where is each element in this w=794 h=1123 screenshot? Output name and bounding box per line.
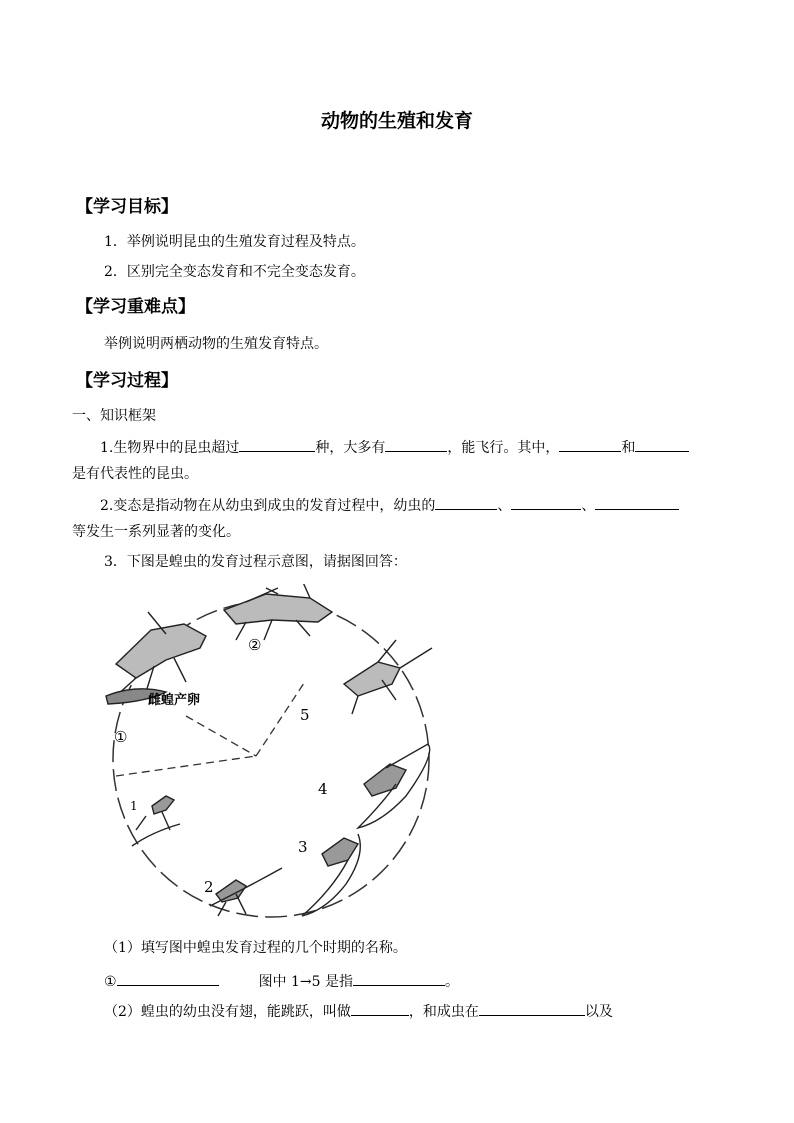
label-number-1: 1 bbox=[130, 799, 138, 813]
q3-circle-1: ① bbox=[104, 974, 117, 990]
nymph-stage-1-drawing bbox=[132, 796, 180, 846]
nymph-stage-4-drawing bbox=[358, 744, 430, 828]
label-number-2: 2 bbox=[204, 878, 214, 896]
q1-line1 bbox=[100, 436, 689, 458]
heading-process: 【学习过程】 bbox=[76, 371, 178, 391]
heading-goals: 【学习目标】 bbox=[76, 197, 178, 217]
framework-title: 一、知识框架 bbox=[72, 408, 156, 424]
q1-blank-3[interactable] bbox=[559, 436, 621, 452]
q3-intro: 3．下图是蝗虫的发育过程示意图，请据图回答： bbox=[104, 554, 407, 570]
label-number-5: 5 bbox=[300, 706, 310, 724]
goal-item-1: 1．举例说明昆虫的生殖发育过程及特点。 bbox=[104, 234, 365, 250]
label-number-3: 3 bbox=[298, 838, 308, 856]
cycle-line-mid bbox=[186, 716, 256, 756]
cycle-line-right bbox=[256, 680, 306, 756]
q3-blank-range[interactable] bbox=[353, 970, 445, 986]
q2-text-a: 2.变态是指动物在从幼虫到成虫的发育过程中，幼虫的 bbox=[100, 498, 436, 514]
q3-sub2-b: ，和成虫在 bbox=[408, 1004, 479, 1020]
q1-text-d: 和 bbox=[621, 440, 636, 456]
q1-blank-4[interactable] bbox=[635, 436, 689, 452]
q3-sub2-a: （2）蝗虫的幼虫没有翅，能跳跃，叫做 bbox=[104, 1004, 351, 1020]
q1-line2: 是有代表性的昆虫。 bbox=[72, 466, 198, 482]
q3-sub2 bbox=[104, 1000, 613, 1022]
q3-sub2-c: 以及 bbox=[584, 1004, 613, 1020]
q3-sub1-mid: 图中 1→5 是指 bbox=[258, 974, 354, 990]
label-number-4: 4 bbox=[318, 780, 328, 798]
q3-sub1: （1）填写图中蝗虫发育过程的几个时期的名称。 bbox=[104, 940, 407, 956]
q3-sub1-answer-line bbox=[104, 970, 459, 992]
adult-laying-eggs-drawing bbox=[106, 612, 206, 704]
q1-text-a: 1.生物界中的昆虫超过 bbox=[100, 440, 240, 456]
label-female-laying: 雌蝗产卵 bbox=[148, 693, 201, 708]
q3-blank-similarity[interactable] bbox=[479, 1000, 585, 1016]
q1-blank-1[interactable] bbox=[239, 436, 315, 452]
q1-text-c: ，能飞行。其中， bbox=[447, 440, 560, 456]
q1-text-b: 种，大多有 bbox=[315, 440, 386, 456]
goal-item-2: 2．区别完全变态发育和不完全变态发育。 bbox=[104, 264, 365, 280]
locust-development-diagram bbox=[96, 584, 446, 924]
q2-sep-2: 、 bbox=[581, 498, 596, 514]
q3-sub1-end: 。 bbox=[445, 974, 460, 990]
adult-locust-drawing bbox=[224, 584, 332, 640]
q2-line1 bbox=[100, 494, 679, 516]
q3-blank-stage-1[interactable] bbox=[117, 970, 219, 986]
label-stage-2: ② bbox=[248, 636, 262, 654]
q2-sep-1: 、 bbox=[497, 498, 512, 514]
q2-line2: 等发生一系列显著的变化。 bbox=[72, 524, 240, 540]
q3-blank-nymph[interactable] bbox=[351, 1000, 409, 1016]
key-points-text: 举例说明两栖动物的生殖发育特点。 bbox=[104, 336, 328, 352]
q2-blank-1[interactable] bbox=[435, 494, 497, 510]
label-stage-1: ① bbox=[114, 728, 128, 746]
q1-blank-2[interactable] bbox=[385, 436, 447, 452]
heading-key-points: 【学习重难点】 bbox=[76, 297, 195, 317]
page-title: 动物的生殖和发育 bbox=[320, 110, 473, 132]
q2-blank-2[interactable] bbox=[511, 494, 581, 510]
cycle-line-left bbox=[116, 756, 256, 776]
nymph-stage-3-drawing bbox=[302, 834, 360, 916]
q2-blank-3[interactable] bbox=[595, 494, 679, 510]
